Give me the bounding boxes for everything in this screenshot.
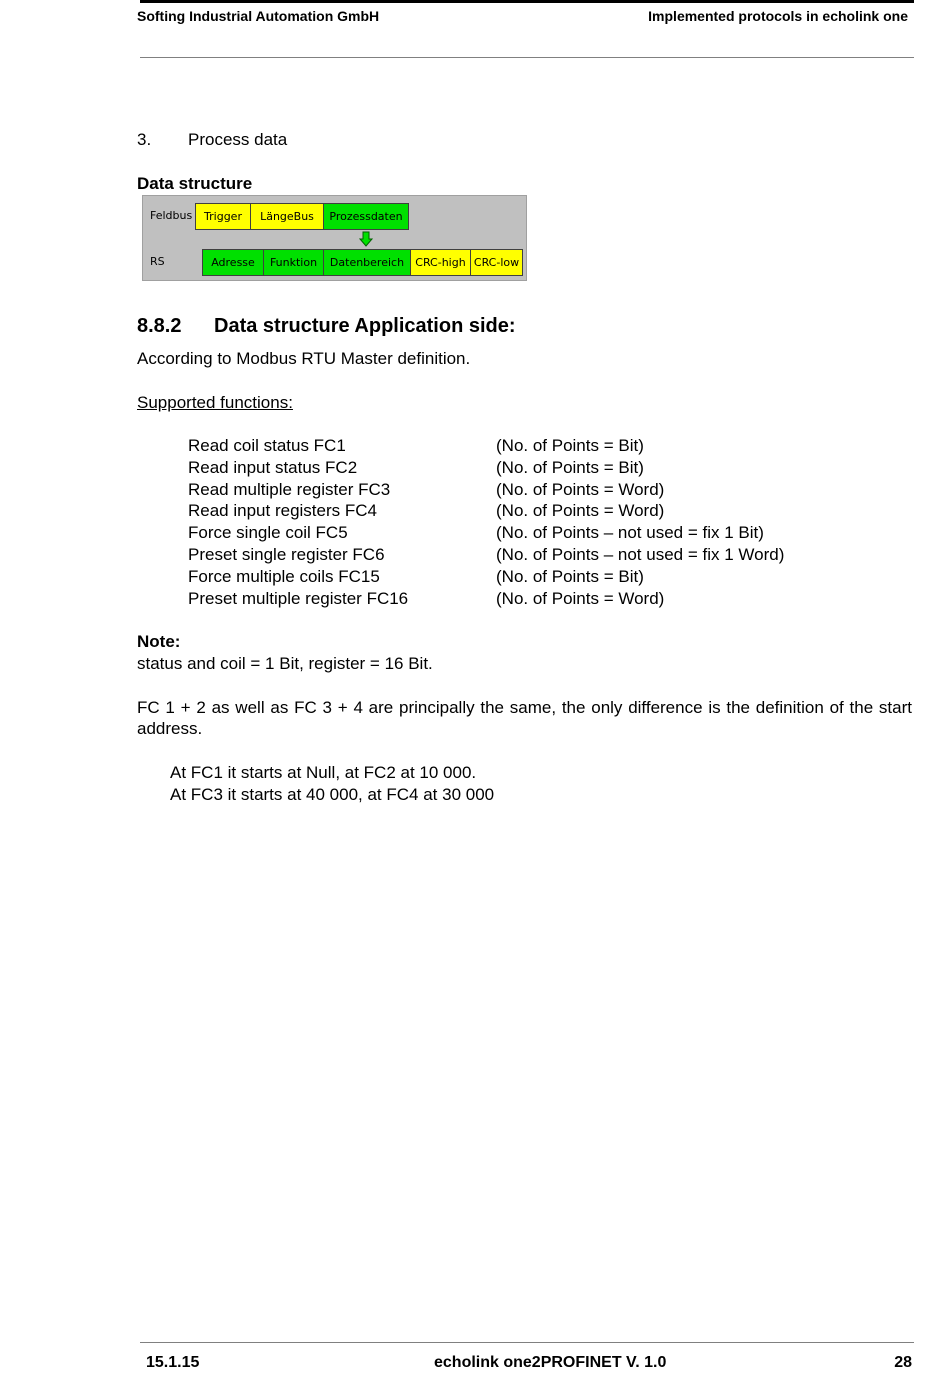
header-chapter: Implemented protocols in echolink one (648, 8, 908, 24)
header-company: Softing Industrial Automation GmbH (137, 8, 380, 24)
function-name: Preset single register FC6 (188, 544, 385, 564)
data-structure-diagram (142, 195, 527, 281)
footer-date: 15.1.15 (146, 1354, 200, 1371)
function-name: Force multiple coils FC15 (188, 566, 380, 586)
note-text: status and coil = 1 Bit, register = 16 Bit. (137, 654, 433, 673)
function-points: (No. of Points = Bit) (496, 436, 644, 455)
header-divider (140, 57, 914, 58)
function-points: (No. of Points = Bit) (496, 457, 644, 477)
diagram-row-label-rs: RS (150, 255, 165, 268)
section-title: Process data (188, 130, 288, 149)
diagram-box-crc-low: CRC-low (470, 249, 523, 276)
function-name: Preset multiple register FC16 (188, 588, 409, 608)
footer-divider (140, 1342, 914, 1343)
subsection-number: 8.8.2 (137, 315, 182, 337)
diagram-row-label-feldbus: Feldbus (150, 209, 193, 222)
function-points: (No. of Points = Word) (496, 479, 665, 499)
function-points: (No. of Points = Word) (496, 588, 665, 608)
diagram-box-adresse: Adresse (202, 249, 264, 276)
function-name: Read coil status FC1 (188, 436, 346, 455)
function-points: (No. of Points – not used = fix 1 Word) (496, 544, 785, 564)
function-points: (No. of Points = Word) (496, 501, 665, 521)
section-number: 3. (137, 130, 152, 149)
function-name: Read input registers FC4 (188, 501, 377, 521)
footer-page-number: 28 (894, 1354, 912, 1371)
diagram-box-laenge-bus: LängeBus (250, 203, 324, 230)
fc-start-line-1: At FC1 it starts at Null, at FC2 at 10 000. (170, 763, 477, 782)
intro-text: According to Modbus RTU Master definition. (137, 349, 471, 368)
fc-paragraph: FC 1 + 2 as well as FC 3 + 4 are principally the same, the only difference is the definition of the start address. (137, 698, 912, 738)
subsection-title: Data structure Application side: (214, 315, 516, 337)
function-name: Force single coil FC5 (188, 523, 348, 543)
footer-title: echolink one2PROFINET V. 1.0 (434, 1354, 667, 1371)
diagram-box-trigger: Trigger (195, 203, 251, 230)
data-structure-heading: Data structure (137, 174, 253, 193)
diagram-box-funktion: Funktion (263, 249, 324, 276)
header-top-rule (140, 0, 914, 3)
diagram-box-datenbereich: Datenbereich (323, 249, 411, 276)
function-name: Read input status FC2 (188, 457, 358, 477)
diagram-box-prozessdaten: Prozessdaten (323, 203, 409, 230)
fc-start-line-2: At FC3 it starts at 40 000, at FC4 at 30 000 (170, 785, 495, 804)
supported-functions-heading: Supported functions: (137, 393, 293, 412)
down-arrow-icon (359, 231, 373, 247)
function-name: Read multiple register FC3 (188, 479, 391, 499)
function-points: (No. of Points = Bit) (496, 566, 644, 586)
note-heading: Note: (137, 632, 181, 651)
function-points: (No. of Points – not used = fix 1 Bit) (496, 523, 764, 543)
diagram-box-crc-high: CRC-high (410, 249, 471, 276)
